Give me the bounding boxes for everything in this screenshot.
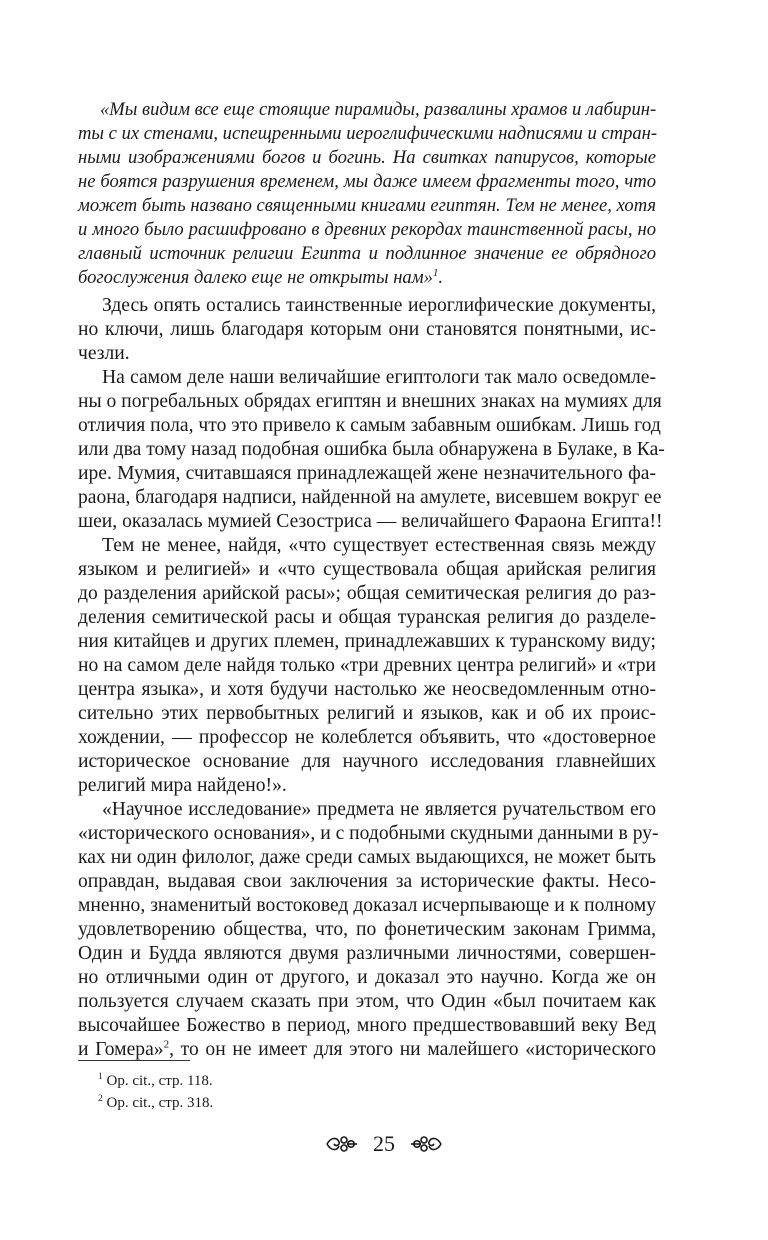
text-line: Один и Будда являются двумя различными личностями, совершен- (78, 943, 656, 964)
text-line: высочайшее Божество в период, много предшествовавший веку Вед (78, 1015, 656, 1036)
footnote-text: Op. cit., стр. 318. (106, 1095, 214, 1111)
quote-last-text: богослужения далеко еще не открыты нам» (78, 267, 433, 288)
text-line: но на самом деле найдя только «три древних центра религий» и «три (78, 655, 656, 676)
text-line: ными изображениями богов и богинь. На свитках папирусов, которые (78, 147, 656, 168)
text-line: центра языка», и хотя будучи настолько же неосведомленным отно- (78, 679, 656, 700)
fleuron-right-icon (409, 1133, 443, 1155)
text-line: не боятся разрушения временем, мы даже имеем фрагменты того, что (78, 171, 656, 192)
text-line: шеи, оказалась мумией Сезостриса — величайшего Фараона Египта!! (78, 511, 663, 532)
text-line: религий мира найдено!». (78, 775, 287, 796)
para4-last-end: , то он не имеет для этого ни малейшего «исторического (169, 1039, 656, 1060)
text-line: ния китайцев и других племен, принадлежавших к туранскому виду; (78, 631, 656, 652)
text-line: но ключи, лишь благодаря которым они становятся понятными, ис- (78, 319, 656, 340)
text-line: до разделения арийской расы»; общая семитическая религия до раз- (78, 583, 656, 604)
footnote-ref: 1 (432, 266, 439, 279)
text-line: «Мы видим все еще стоящие пирамиды, развалины храмов и лабирин- (100, 99, 657, 120)
text-line: хождении, — профессор не колеблется объявить, что «достоверное (78, 727, 656, 748)
text-line: деления семитической расы и общая туранская религия до разделе- (78, 607, 656, 628)
page-number: 25 (373, 1131, 395, 1156)
text-line: На самом деле наши величайшие египтологи так мало осведомле- (102, 367, 656, 388)
footnote (98, 1072, 213, 1090)
text-line: оправдан, выдавая свои заключения за исторические факты. Несо- (78, 871, 656, 892)
quote-end: . (438, 267, 444, 288)
text-line: Тем не менее, найдя, «что существует естественная связь между (102, 535, 656, 556)
footnote-number: 1 (98, 1072, 103, 1082)
text-line: ты с их стенами, испещренными иероглифическими надписями и стран- (78, 123, 658, 144)
text-line: пользуется случаем сказать при этом, что Один «был почитаем как (78, 991, 656, 1012)
text-line: Здесь опять остались таинственные иероглифические документы, (102, 295, 656, 316)
text-line: сительно этих первобытных религий и языков, как и об их проис- (78, 703, 656, 724)
text-line (78, 1038, 656, 1062)
footnote-text: Op. cit., стр. 118. (106, 1073, 213, 1089)
footnote-number: 2 (98, 1094, 103, 1104)
text-line: мненно, знаменитый востоковед доказал исчерпывающе и к полному (78, 895, 656, 916)
text-line: может быть названо священными книгами египтян. Тем не менее, хотя (78, 195, 656, 216)
text-line: «Научное исследование» предмета не является ручательством его (102, 799, 656, 820)
fleuron-left-icon (325, 1133, 359, 1155)
text-line: раона, благодаря надписи, найденной на амулете, висевшем вокруг ее (78, 487, 662, 508)
text-line: отличия пола, что это привело к самым забавным ошибкам. Лишь год (78, 415, 661, 436)
text-line: «исторического основания», и с подобными скудными данными в ру- (78, 823, 659, 844)
text-line: и много было расшифровано в древних рекордах таинственной расы, но (78, 219, 656, 240)
text-line: ках ни один филолог, даже среди самых выдающихся, не может быть (78, 847, 656, 868)
text-line: историческое основание для научного исследования главнейших (78, 751, 656, 772)
footnote-ref: 2 (163, 1038, 170, 1051)
footnote-divider (78, 1060, 190, 1061)
text-line (78, 266, 656, 290)
text-line: но отличными один от другого, и доказал это научно. Когда же он (78, 967, 656, 988)
text-line: ире. Мумия, считавшаяся принадлежащей жене незначительного фа- (78, 463, 656, 484)
page-number-block (0, 1130, 768, 1166)
text-line: удовлетворению общества, что, по фонетическим законам Гримма, (78, 919, 656, 940)
text-line: чезли. (78, 343, 130, 364)
text-line: ны о погребальных обрядах египтян и внешних знаках на мумиях для (78, 391, 662, 412)
text-line: главный источник религии Египта и подлинное значение ее обрядного (78, 243, 656, 264)
footnote (98, 1094, 213, 1112)
text-line: языком и религией» и «что существовала общая арийская религия (78, 559, 656, 580)
para4-last-start: и Гомера» (78, 1039, 164, 1060)
text-line: или два тому назад подобная ошибка была обнаружена в Булаке, в Ка- (78, 439, 665, 460)
